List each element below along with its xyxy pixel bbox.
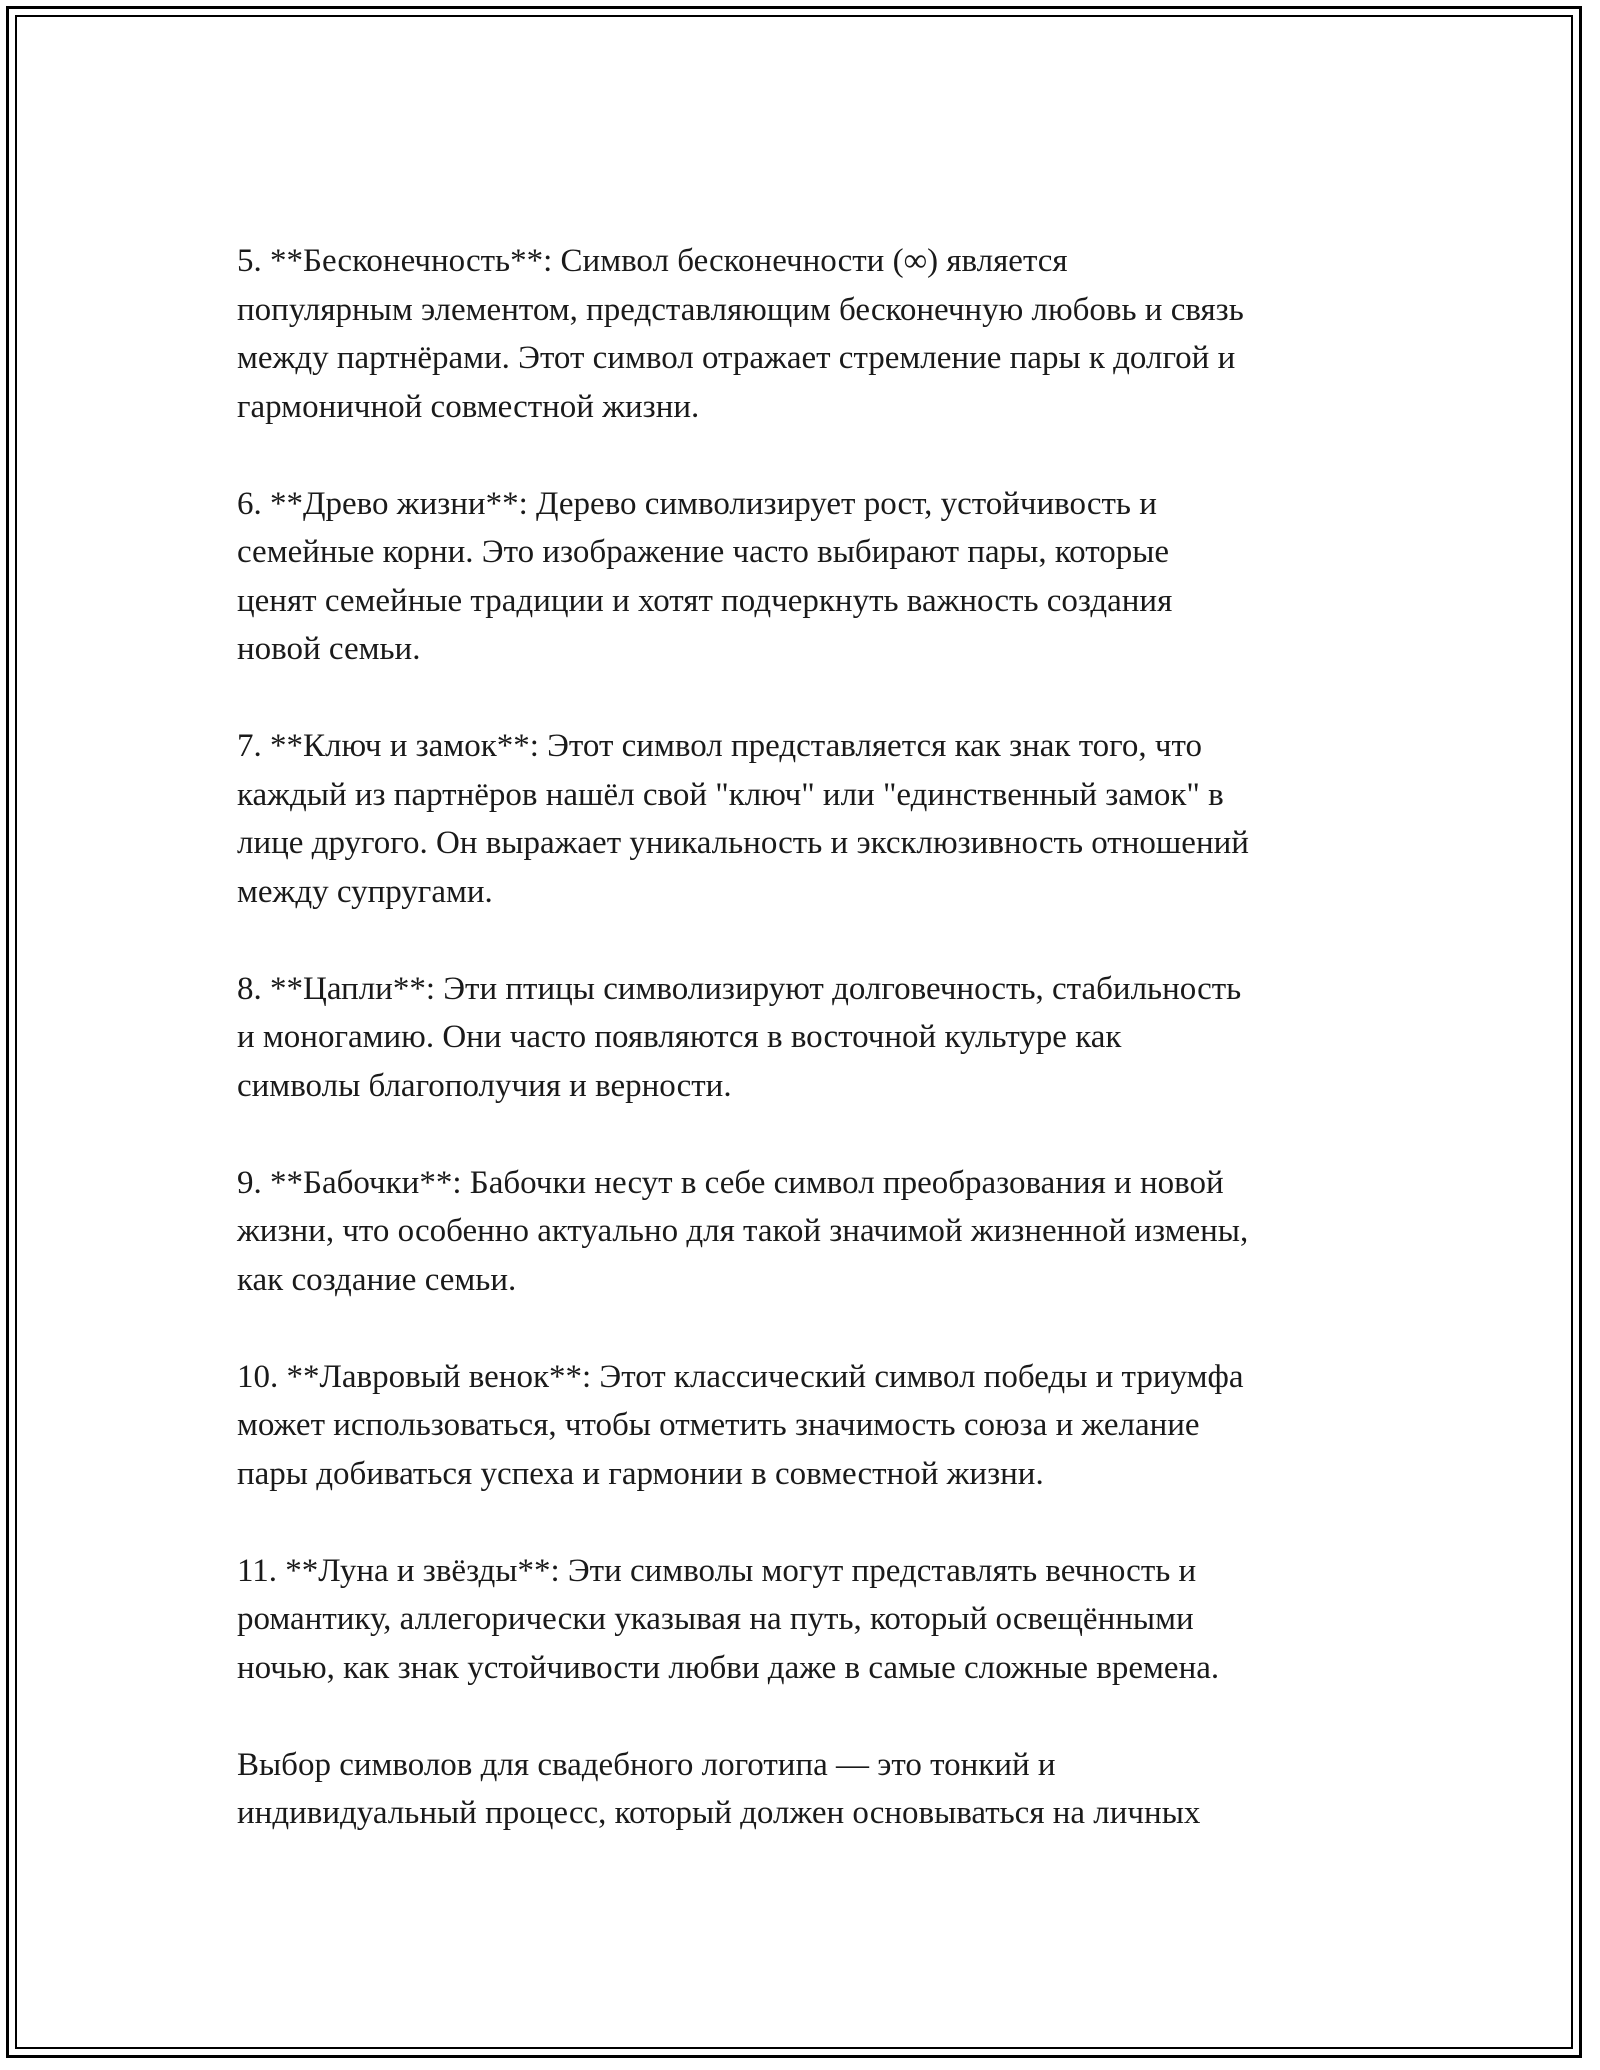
- paragraph-conclusion: Выбор символов для свадебного логотипа — это тонкий и индивидуальный процесс, который должен основываться на личных: [237, 1746, 1201, 1831]
- document-body: [237, 237, 1387, 1838]
- paragraph-key-and-lock: 7. **Ключ и замок**: Этот символ представляется как знак того, что каждый из партнёров нашёл свой "ключ" или "единственный замок" в лице другого. Он выражает уникальность и эксклюзивность отношений между супругами.: [237, 728, 1249, 910]
- paragraph-infinity: 5. **Бесконечность**: Символ бесконечности (∞) является популярным элементом, представляющим бесконечную любовь и связь между партнёрами. Этот символ отражает стремление пары к долгой и гармоничной совместной жизни.: [237, 243, 1244, 425]
- paragraph-tree-of-life: 6. **Древо жизни**: Дерево символизирует рост, устойчивость и семейные корни. Это изображение часто выбирают пары, которые ценят семейные традиции и хотят подчеркнуть важность создания новой семьи.: [237, 485, 1173, 667]
- paragraph-laurel-wreath: 10. **Лавровый венок**: Этот классический символ победы и триумфа может использоваться, чтобы отметить значимость союза и желание пары добиваться успеха и гармонии в совместной жизни.: [237, 1358, 1244, 1492]
- paragraph-herons: 8. **Цапли**: Эти птицы символизируют долговечность, стабильность и моногамию. Они часто появляются в восточной культуре как символы благополучия и верности.: [237, 970, 1242, 1104]
- paragraph-butterflies: 9. **Бабочки**: Бабочки несут в себе символ преобразования и новой жизни, что особенно актуально для такой значимой жизненной измены, как создание семьи.: [237, 1164, 1249, 1298]
- paragraph-moon-and-stars: 11. **Луна и звёзды**: Эти символы могут представлять вечность и романтику, аллегорически указывая на путь, который освещёнными ночью, как знак устойчивости любви даже в самые сложные времена.: [237, 1552, 1220, 1686]
